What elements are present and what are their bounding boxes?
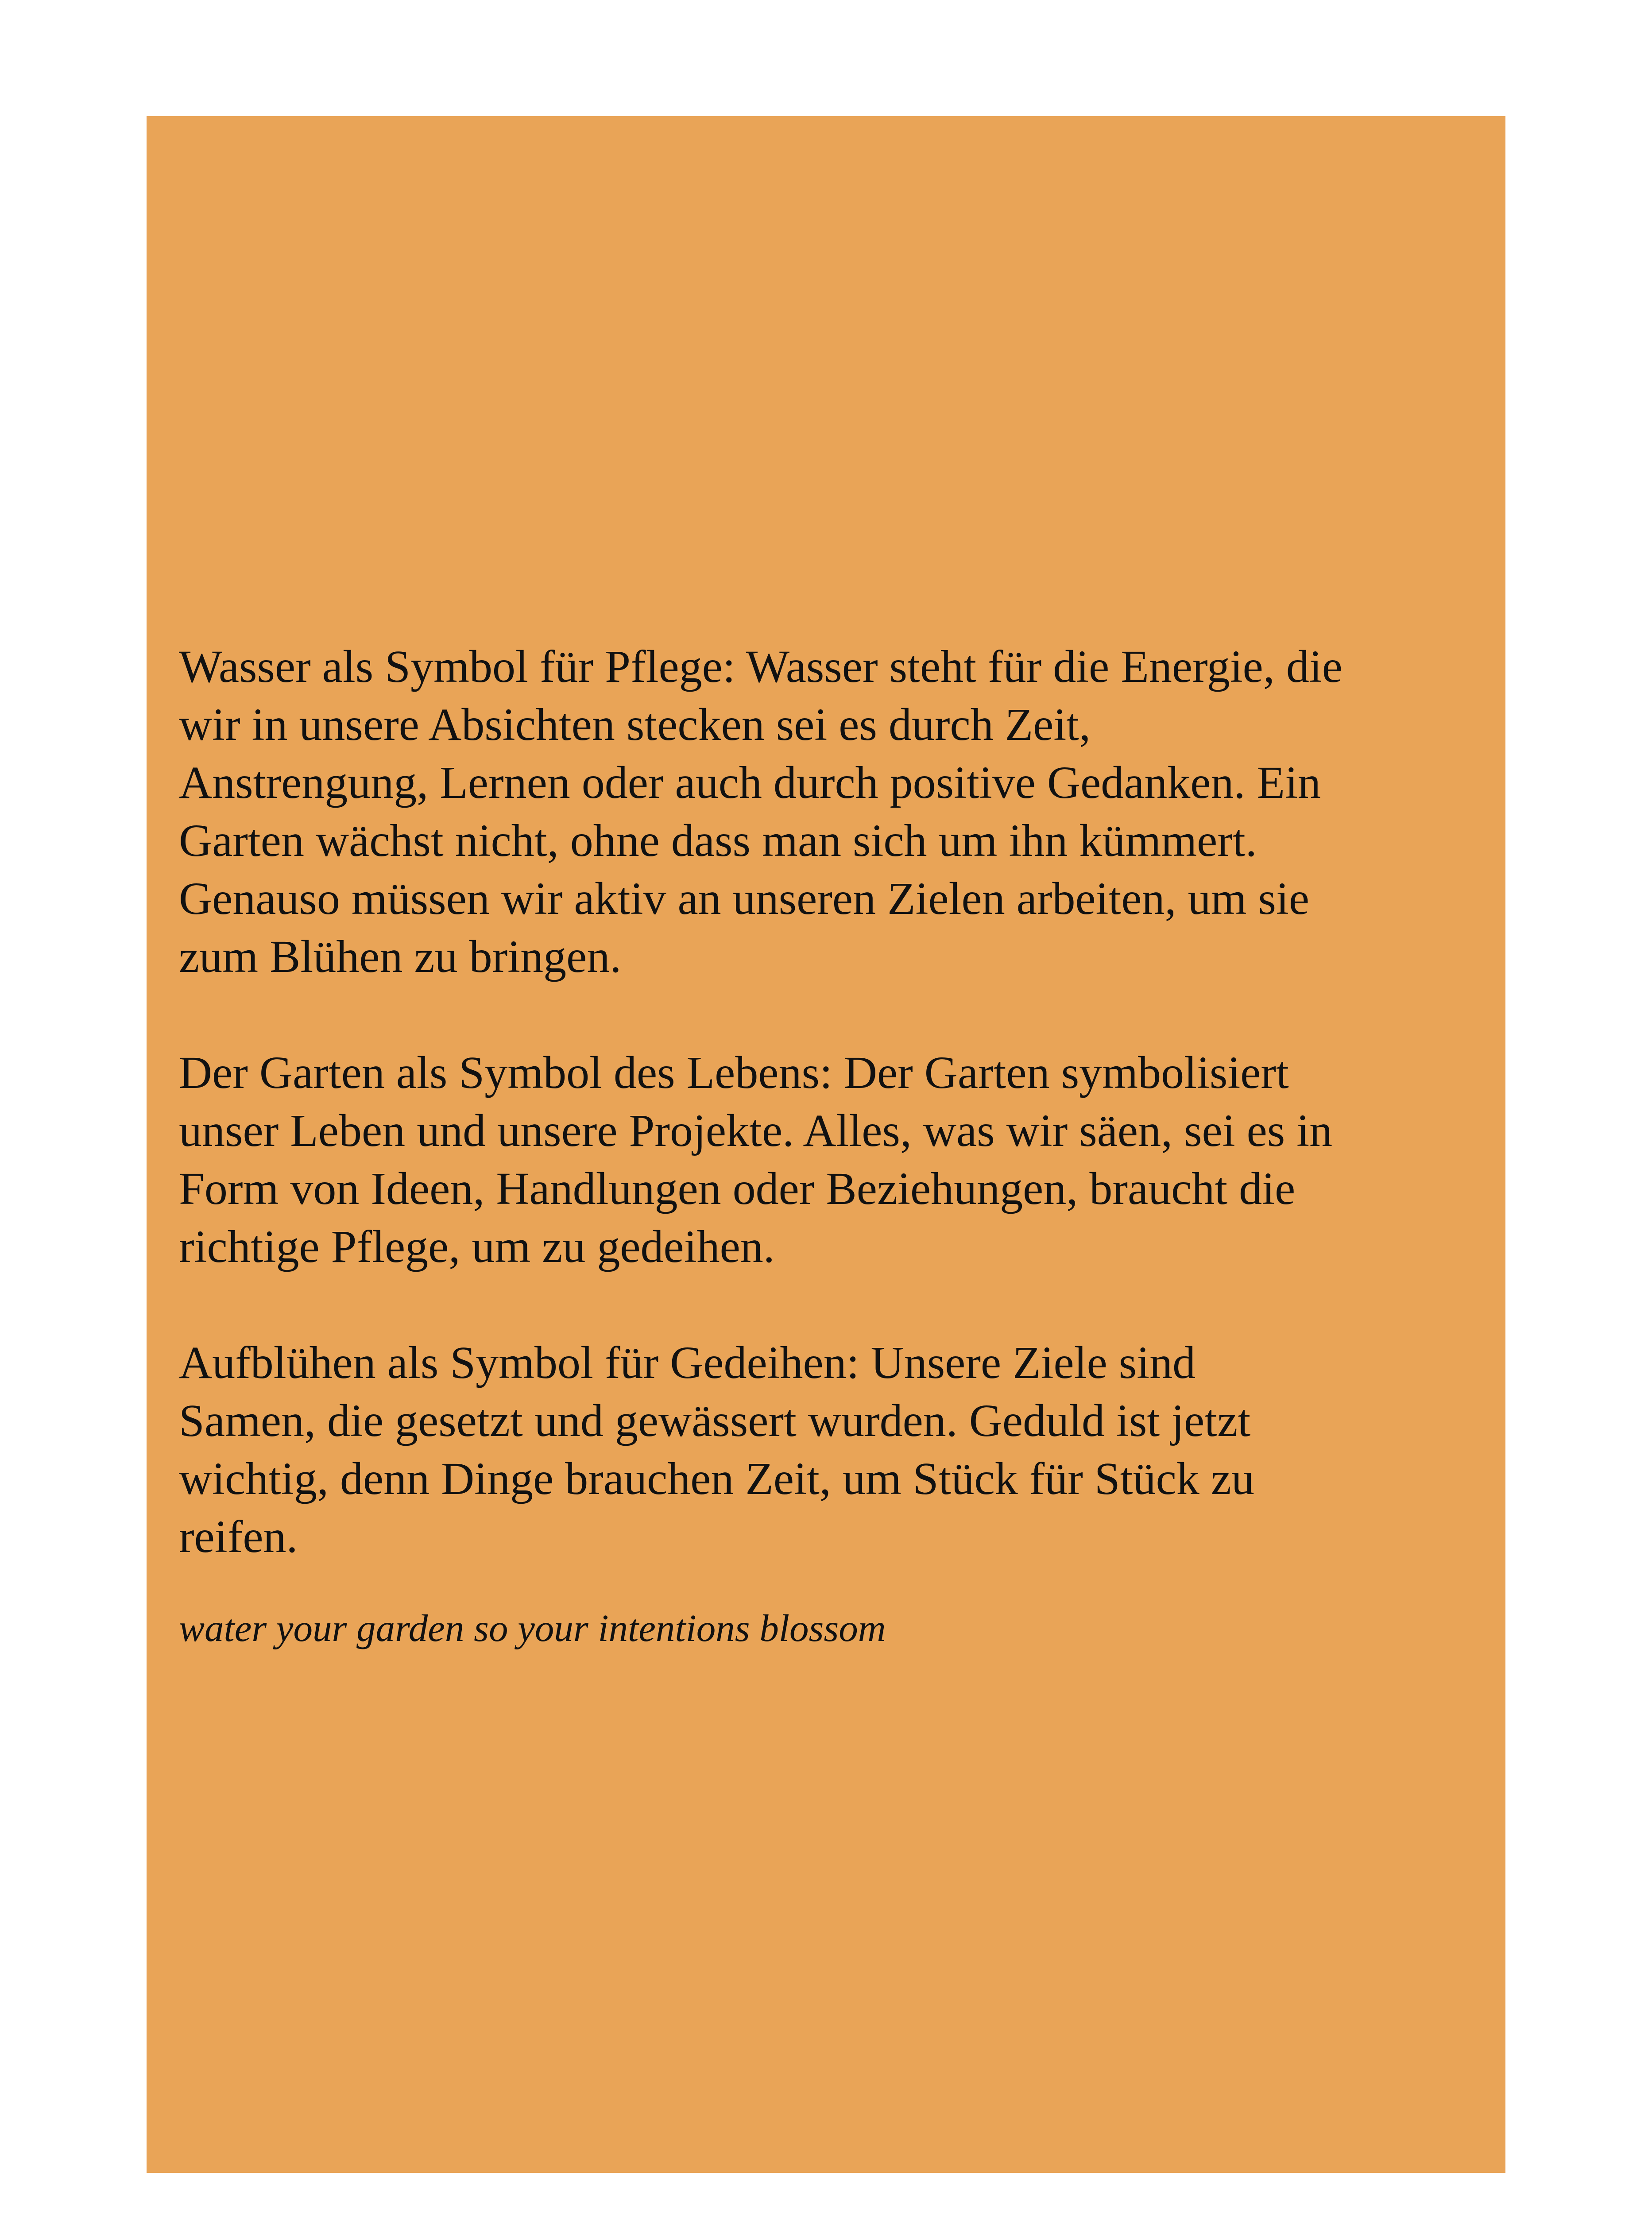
paragraph-blossom-symbol: Aufblühen als Symbol für Gedeihen: Unsere Ziele sind Samen, die gesetzt und gewässert wurden. Geduld ist jetzt wichtig, denn Dinge brauchen Zeit, um Stück für Stück zu reifen.: [179, 1337, 1254, 1562]
card-text: [179, 638, 1503, 1653]
paragraph-garden-symbol: Der Garten als Symbol des Lebens: Der Garten symbolisiert unser Leben und unsere Projekte. Alles, was wir säen, sei es in Form von Ideen, Handlungen oder Beziehungen, braucht die richtige Pflege, um zu gedeihen.: [179, 1047, 1333, 1272]
paragraph-water-symbol: Wasser als Symbol für Pflege: Wasser steht für die Energie, die wir in unsere Absichten stecken sei es durch Zeit, Anstrengung, Lernen oder auch durch positive Gedanken. Ein Garten wächst nicht, ohne dass man sich um ihn kümmert. Genauso müssen wir aktiv an unseren Zielen arbeiten, um sie zum Blühen zu bringen.: [179, 641, 1342, 982]
tagline: water your garden so your intentions blossom: [179, 1606, 886, 1649]
